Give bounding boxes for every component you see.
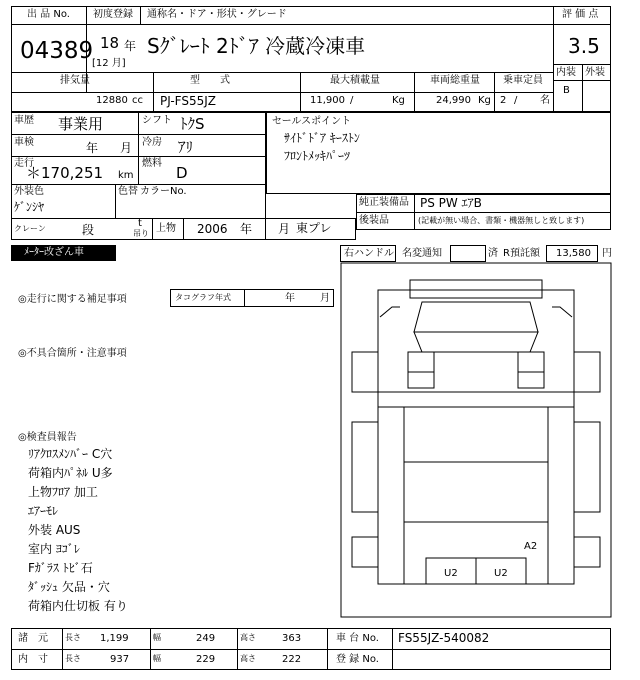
color-code-label: カラーNo. [140,186,187,197]
interior-grade: B [563,85,570,96]
model-label: 型 式 [190,75,230,86]
damage-mark: U2 [494,568,508,579]
body-year: 2006 [197,222,228,236]
inner-width: 229 [196,654,216,665]
length-label: 長さ [65,654,81,663]
crane-label: クレーン [14,224,46,233]
total-weight-label: 車両総重量 [430,75,480,86]
tachograph-month-unit: 月 [320,293,330,304]
interior-label: 内装 [556,67,576,78]
genuine-label: 純正装備品 [359,197,409,208]
fuel: D [176,164,188,182]
inspector-line: 荷箱内ﾊﾟﾈﾙ U多 [28,466,113,480]
inspector-line: 外装 AUS [28,523,81,537]
displacement: 12880 [96,95,128,106]
name-label: 通称名・ドア・形状・グレード [147,9,287,20]
outer-width: 249 [196,633,216,644]
aftermarket-label: 後装品 [359,215,389,226]
reg-year: 18 [100,34,120,52]
lot-no: 04389 [20,38,94,64]
exterior-label: 外装 [585,67,605,78]
history: 事業用 [58,115,104,133]
inspector-line: ﾘｱｸﾛｽﾒﾝﾊﾞｰ C穴 [28,447,113,461]
tachograph-year-unit: 年 [285,293,295,304]
sales-point-line: ﾌﾛﾝﾄﾒｯｷﾊﾟｰﾂ [284,149,351,163]
capacity-unit: 名 [540,95,550,106]
truck-diagram [340,262,612,618]
aftermarket-note: (記載が無い場合、書類・機器無しと致します) [418,216,585,225]
inspection-month: 月 [120,141,133,155]
crane-ton: t [138,218,142,229]
sales-point-line: ｻｲﾄﾞﾄﾞｱ ｷｰｽﾄﾝ [284,131,360,145]
ext-color: ｹﾞﾝｼﾔ [14,200,45,214]
mileage-unit: km [118,170,134,181]
damage-mark: U2 [444,568,458,579]
width-label: 幅 [153,633,161,642]
max-load-slash: / [350,95,354,106]
inner-height: 222 [282,654,302,665]
chassis-no: FS55JZ-540082 [398,631,490,645]
ext-color-label: 外装色 [14,186,44,197]
max-load-label: 最大積載量 [330,75,380,86]
capacity-label: 乗車定員 [503,75,543,86]
width-label: 幅 [153,654,161,663]
recycle-amount: 13,580 [556,248,591,259]
model: PJ-FS55JZ [160,94,217,108]
history-label: 車歴 [14,115,34,126]
outer-height: 363 [282,633,302,644]
ac: ｱﾘ [178,138,194,156]
max-load: 11,900 [310,95,345,106]
fuel-label: 燃料 [142,158,162,169]
displacement-label: 排気量 [60,75,90,86]
inspector-line: ｴｱｰﾓﾚ [28,504,59,518]
genuine-equipment: PS PW ｴｱB [420,196,482,210]
inspector-line: Fｶﾞﾗｽ ﾄﾋﾞ石 [28,561,93,575]
body-year-unit: 年 [240,222,253,236]
reg-year-unit: 年 [124,39,137,53]
body-month-unit: 月 [278,222,291,236]
inspector-label: ◎検査員報告 [18,432,77,443]
inspector-line: 室内 ﾖｺﾞﾚ [28,542,80,556]
capacity-slash: / [514,95,518,106]
inner-label: 内 寸 [18,654,48,665]
inspection-year: 年 [86,141,99,155]
mileage-label: 走行 [14,158,34,169]
body-label: 上物 [156,223,176,234]
score: 3.5 [568,34,600,58]
recycle-unit: 円 [602,248,612,259]
color-no-label: 色替 [118,186,138,197]
recycle-prefix: 済 [488,248,498,259]
tachograph-label: タコグラフ年式 [175,293,231,302]
inspector-line: 荷箱内仕切板 有り [28,599,128,613]
crane-lift: 吊り [133,229,149,238]
total-weight-unit: Kg [478,95,491,106]
first-reg-label: 初度登録 [93,9,133,20]
name-change-label: 名変通知 [402,248,442,259]
sales-points-label: セールスポイント [272,116,352,127]
max-load-unit: Kg [392,95,405,106]
outer-label: 諸 元 [18,633,48,644]
shift: ﾄｸS [180,115,205,133]
driving-notes-label: ◎走行に関する補足事項 [18,294,127,305]
car-name: Sｸﾞﾚｰﾄ 2ﾄﾞｱ 冷蔵冷凍車 [147,34,366,58]
height-label: 高さ [240,633,256,642]
height-label: 高さ [240,654,256,663]
reg-month: [12 月] [92,58,126,69]
score-label: 評 価 点 [562,9,599,20]
damage-mark: A2 [524,541,538,552]
right-hand-label: 右ハンドル [344,248,394,259]
recycle-label: R預託額 [503,248,540,259]
inner-length: 937 [110,654,130,665]
chassis-label: 車 台 No. [336,633,379,644]
capacity: 2 [500,95,507,106]
body-maker: 東プレ [296,221,332,235]
length-label: 長さ [65,633,81,642]
inspection-label: 車検 [14,137,34,148]
inspector-line: ﾀﾞｯｼｭ 欠品・穴 [28,580,110,594]
crane-stage: 段 [82,223,95,237]
shift-label: シフト [142,115,172,126]
total-weight: 24,990 [436,95,471,106]
reg-no-label: 登 録 No. [336,654,379,665]
mileage: ＊170,251 [26,164,104,182]
outer-length: 1,199 [100,633,129,644]
defects-label: ◎不具合箇所・注意事項 [18,348,127,359]
inspector-line: 上物ﾌﾛｱ 加工 [28,485,98,499]
displacement-unit: cc [132,95,143,106]
name-change-box [450,245,486,262]
lot-no-label: 出 品 No. [27,9,70,20]
tamper-badge-text: ﾒｰﾀｰ改ざん車 [24,247,84,258]
ac-label: 冷房 [142,137,162,148]
